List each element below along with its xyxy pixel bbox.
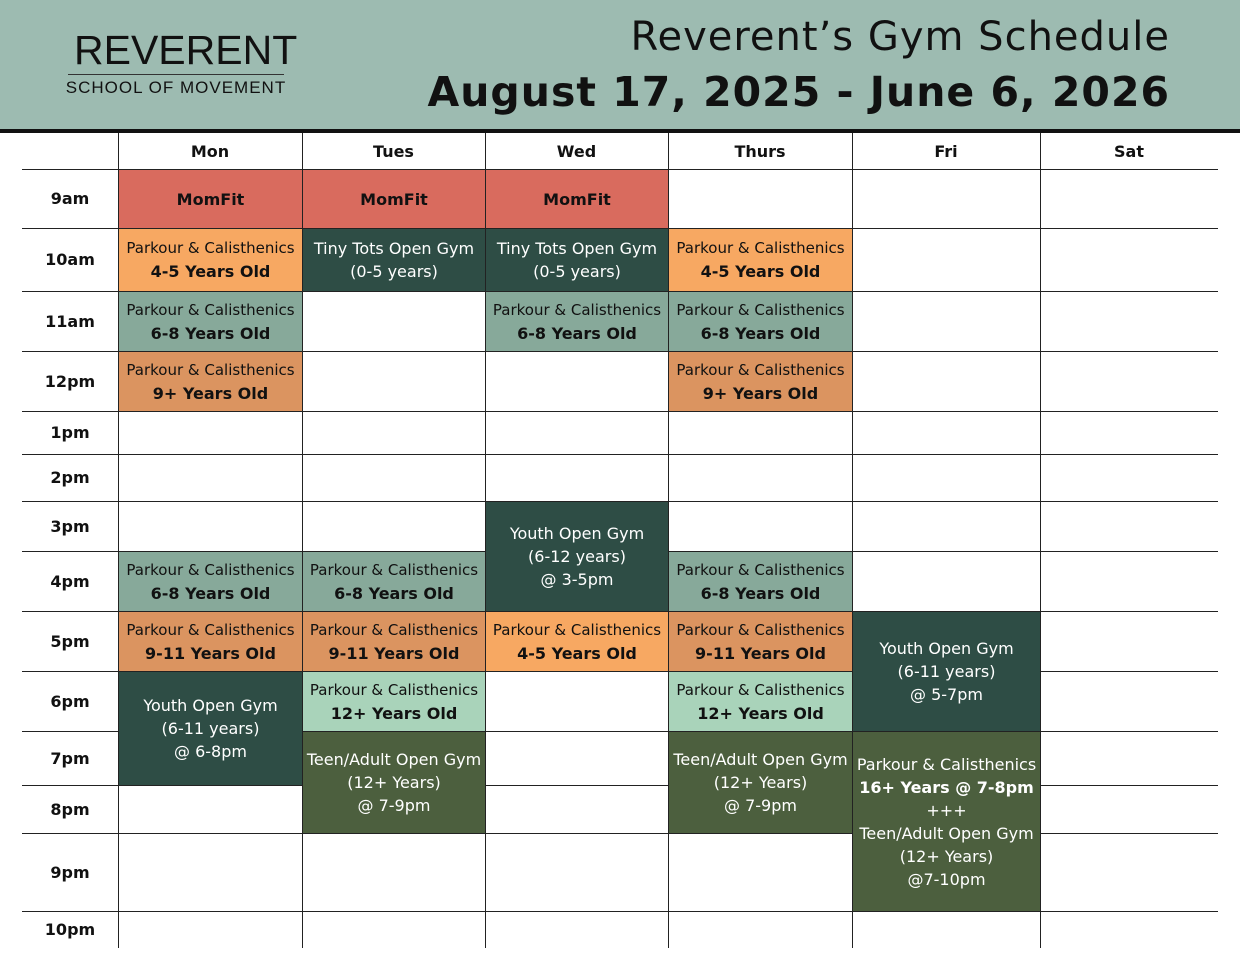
class-block-line: MomFit <box>543 189 611 209</box>
class-block-age-4-5[interactable] <box>668 228 853 292</box>
class-block-line: Youth Open Gym <box>509 524 645 543</box>
class-block-line: Parkour & Calisthenics <box>126 360 295 379</box>
date-range: August 17, 2025 - June 6, 2026 <box>427 68 1170 116</box>
class-block-line: 9-11 Years Old <box>695 643 826 663</box>
class-block-age-9-plus[interactable] <box>118 611 303 672</box>
class-block-line: (0-5 years) <box>350 262 438 281</box>
class-block-line: Parkour & Calisthenics <box>309 680 479 699</box>
class-block-age-9-plus[interactable] <box>668 351 853 412</box>
class-block-line: Teen/Adult Open Gym <box>859 823 1034 843</box>
class-block-age-4-5[interactable] <box>485 611 669 672</box>
class-block-line: 4-5 Years Old <box>150 262 271 281</box>
page-title: Reverent’s Gym Schedule <box>630 14 1170 60</box>
logo-wordmark: REVERENT <box>74 27 298 73</box>
day-header-thurs: Thurs <box>734 141 786 161</box>
class-block-open-gym-dark[interactable] <box>485 228 669 292</box>
time-label-11am: 11am <box>45 311 95 331</box>
class-block-line: @ 7-9pm <box>357 796 431 815</box>
class-block-line: Parkour & Calisthenics <box>676 620 845 639</box>
class-block-line: Parkour & Calisthenics <box>126 239 295 257</box>
class-block-age-6-8[interactable] <box>668 551 853 612</box>
class-block-line: 6-8 Years Old <box>150 583 271 603</box>
day-header-tues: Tues <box>373 141 414 161</box>
class-block-line: @ 3-5pm <box>540 570 614 589</box>
class-block-momfit[interactable] <box>118 169 303 229</box>
class-block-line: Parkour & Calisthenics <box>126 300 295 319</box>
class-block-age-12-plus[interactable] <box>302 671 486 732</box>
class-block-line: Parkour & Calisthenics <box>492 620 662 639</box>
time-label-6pm: 6pm <box>50 691 90 711</box>
class-block-line: Parkour & Calisthenics <box>126 560 295 579</box>
class-block-age-4-5[interactable] <box>118 228 303 292</box>
grid-row-line <box>22 454 1218 455</box>
class-block-line: 6-8 Years Old <box>700 583 821 603</box>
time-label-10pm: 10pm <box>44 920 96 939</box>
class-block-line: Parkour & Calisthenics <box>676 239 845 257</box>
time-label-9pm: 9pm <box>50 862 90 882</box>
class-block-age-6-8[interactable] <box>668 291 853 352</box>
class-block-line: 16+ Years @ 7-8pm <box>859 777 1034 797</box>
day-header-fri: Fri <box>934 141 958 161</box>
class-block-line: @ 5-7pm <box>910 685 983 704</box>
class-block-age-6-8[interactable] <box>118 551 303 612</box>
class-block-line: Tiny Tots Open Gym <box>313 239 475 258</box>
class-block-line: (0-5 years) <box>533 262 621 281</box>
class-block-line: Parkour & Calisthenics <box>309 560 479 579</box>
class-block-line: 9+ Years Old <box>152 383 269 403</box>
time-label-4pm: 4pm <box>50 571 90 591</box>
class-block-age-12-plus[interactable] <box>668 671 853 732</box>
class-block-line: 9-11 Years Old <box>145 643 276 663</box>
class-block-open-gym-dark[interactable] <box>852 611 1041 732</box>
class-block-age-9-plus[interactable] <box>118 351 303 412</box>
time-label-5pm: 5pm <box>50 631 90 651</box>
time-label-1pm: 1pm <box>50 423 90 442</box>
time-label-12pm: 12pm <box>44 371 96 391</box>
class-block-line: +++ <box>926 800 967 820</box>
class-block-line: Youth Open Gym <box>143 696 278 715</box>
time-label-2pm: 2pm <box>50 468 90 487</box>
class-block-line: (6-12 years) <box>528 547 626 566</box>
class-block-teen-adult[interactable] <box>852 731 1041 912</box>
class-block-line: @ 6-8pm <box>174 742 247 761</box>
class-block-line: Parkour & Calisthenics <box>676 560 845 579</box>
time-label-8pm: 8pm <box>50 799 90 819</box>
class-block-line: 6-8 Years Old <box>334 583 454 603</box>
class-block-age-6-8[interactable] <box>118 291 303 352</box>
class-block-line: Teen/Adult Open Gym <box>306 750 482 769</box>
time-label-9am: 9am <box>50 189 90 208</box>
class-block-line: 6-8 Years Old <box>517 323 637 343</box>
class-block-line: MomFit <box>360 189 428 209</box>
class-block-line: (12+ Years) <box>899 846 994 866</box>
class-block-line: 4-5 Years Old <box>517 643 637 663</box>
class-block-line: Parkour & Calisthenics <box>676 300 845 319</box>
class-block-line: 12+ Years Old <box>697 703 824 723</box>
class-block-line: (6-11 years) <box>161 719 260 738</box>
class-block-open-gym-dark[interactable] <box>118 671 303 786</box>
class-block-age-6-8[interactable] <box>302 551 486 612</box>
class-block-line: Parkour & Calisthenics <box>492 300 662 319</box>
class-block-line: MomFit <box>176 189 245 209</box>
class-block-line: Parkour & Calisthenics <box>856 754 1037 774</box>
class-block-momfit[interactable] <box>302 169 486 229</box>
class-block-teen-adult[interactable] <box>668 731 853 834</box>
class-block-line: 9-11 Years Old <box>328 643 460 663</box>
class-block-line: Tiny Tots Open Gym <box>496 239 658 258</box>
day-header-sat: Sat <box>1114 141 1144 161</box>
class-block-line: @7-10pm <box>907 869 986 889</box>
day-header-wed: Wed <box>556 141 597 161</box>
class-block-open-gym-dark[interactable] <box>302 228 486 292</box>
class-block-teen-adult[interactable] <box>302 731 486 834</box>
time-label-7pm: 7pm <box>50 748 90 768</box>
class-block-age-9-plus[interactable] <box>302 611 486 672</box>
day-header-mon: Mon <box>190 141 230 161</box>
time-label-3pm: 3pm <box>50 516 90 536</box>
class-block-line: Parkour & Calisthenics <box>676 680 845 699</box>
class-block-line: Youth Open Gym <box>879 639 1014 658</box>
class-block-line: (12+ Years) <box>347 773 441 792</box>
class-block-line: @ 7-9pm <box>724 796 797 815</box>
time-label-10am: 10am <box>45 250 95 269</box>
class-block-line: 9+ Years Old <box>702 383 819 403</box>
class-block-line: 6-8 Years Old <box>150 323 271 343</box>
logo-tagline: SCHOOL OF MOVEMENT <box>65 78 287 97</box>
class-block-line: Parkour & Calisthenics <box>309 620 479 639</box>
class-block-age-6-8[interactable] <box>485 291 669 352</box>
class-block-line: 4-5 Years Old <box>700 262 821 281</box>
class-block-line: Parkour & Calisthenics <box>126 620 295 639</box>
class-block-open-gym-dark[interactable] <box>485 501 669 612</box>
class-block-line: (6-11 years) <box>897 662 996 681</box>
class-block-line: (12+ Years) <box>713 773 808 792</box>
class-block-age-9-plus[interactable] <box>668 611 853 672</box>
class-block-line: Teen/Adult Open Gym <box>673 750 848 769</box>
class-block-momfit[interactable] <box>485 169 669 229</box>
class-block-line: 12+ Years Old <box>330 703 458 723</box>
class-block-line: Parkour & Calisthenics <box>676 360 845 379</box>
class-block-line: 6-8 Years Old <box>700 323 821 343</box>
